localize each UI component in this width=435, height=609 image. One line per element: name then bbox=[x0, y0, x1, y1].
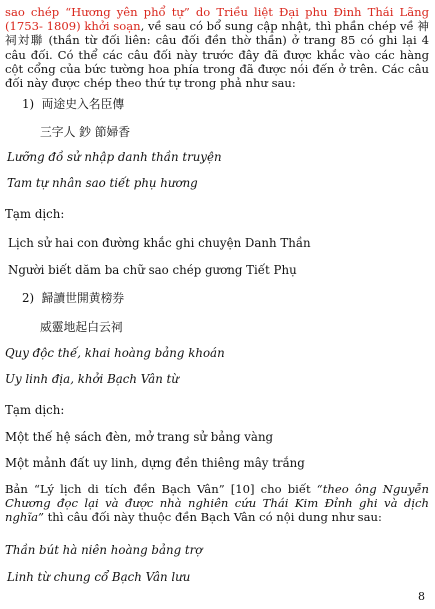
couplet-2-number: 2) bbox=[22, 291, 35, 305]
couplet-1-number: 1) bbox=[22, 97, 35, 111]
page-number: 8 bbox=[418, 590, 425, 603]
couplet-1-transliteration-1: Lưỡng đồ sử nhập danh thần truyện bbox=[7, 150, 222, 164]
couplet-2-translation-2: Một mảnh đất uy linh, dựng đền thiêng mây trắng bbox=[5, 456, 305, 470]
couplet-3-transliteration-2: Linh từ chung cổ Bạch Vân lưu bbox=[7, 570, 191, 584]
source-text-1: Bản “Lý lịch di tích đền Bạch Vân” [10] cho biết bbox=[5, 482, 317, 496]
couplet-1-translation-1: Lịch sử hai con đường khắc ghi chuyện Danh Thần bbox=[8, 236, 311, 250]
couplet-1-han-text-1: 両途史入名臣傳 bbox=[41, 97, 125, 111]
couplet-1-han-line-1 bbox=[22, 95, 124, 112]
couplet-3-transliteration-1: Thần bút hà niên hoàng bảng trợ bbox=[5, 543, 203, 557]
couplet-1-label: Tạm dịch: bbox=[5, 207, 65, 221]
source-text-2: thì câu đối này thuộc đền Bạch Vân có nội dung như sau: bbox=[43, 510, 382, 525]
couplet-2-han-line-1 bbox=[22, 289, 124, 306]
intro-red-text: sao chép “Hương yên phổ tự” do Triều liệt Đại phu Đinh Thái Lãng (1753- 1809) khởi soạn bbox=[5, 5, 429, 34]
intro-body-text: , về sau có bổ sung cập nhật, thì phần chép về 神祠対聯 (thần từ đối liên: câu đối đền thờ thần) ở trang 85 có ghi lại 4 câu đối. Có thể các câu đối này trước đây đã được khắc vào các hàng cột cổng của bức tường hoa phía trong đã được nói đến ở trên. Các câu đối này được chép theo thứ tự trong phả như sau: bbox=[5, 19, 429, 91]
couplet-2-label: Tạm dịch: bbox=[5, 403, 65, 417]
couplet-2-han-text-1: 歸讀世開黄榜券 bbox=[41, 291, 125, 305]
couplet-1-han-line-2: 三字人 鈔 節婦香 bbox=[40, 125, 131, 139]
couplet-2-transliteration-2: Uy linh địa, khởi Bạch Vân từ bbox=[5, 372, 179, 386]
source-paragraph bbox=[5, 482, 429, 525]
couplet-1-translation-2: Người biết dăm ba chữ sao chép gương Tiết Phụ bbox=[8, 263, 297, 277]
couplet-2-han-line-2: 威靈地起白云祠 bbox=[40, 320, 123, 334]
couplet-2-transliteration-1: Quy độc thế, khai hoàng bảng khoán bbox=[5, 346, 225, 360]
couplet-2-translation-1: Một thế hệ sách đèn, mở trang sử bảng vàng bbox=[5, 430, 274, 444]
couplet-1-transliteration-2: Tam tự nhân sao tiết phụ hương bbox=[7, 176, 198, 190]
intro-paragraph bbox=[5, 5, 429, 90]
source-quote: “theo ông Nguyễn Chương đọc lại và được nhà nghiên cứu Thái Kim Đỉnh ghi và dịch nghĩa” bbox=[5, 482, 429, 525]
